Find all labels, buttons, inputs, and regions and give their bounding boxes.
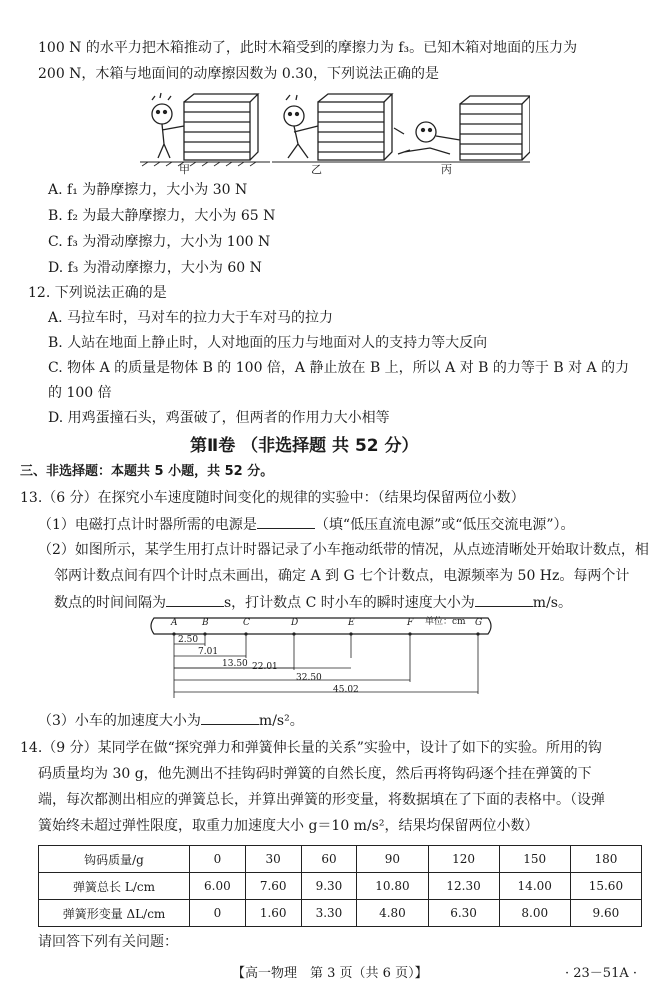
answer-blank-power-source[interactable]	[257, 514, 315, 529]
q11-option-d: D. f₃ 为滑动摩擦力，大小为 60 N	[48, 260, 262, 276]
tape-point-label: D	[291, 618, 299, 628]
figure-label-yi: 乙	[311, 163, 322, 176]
tape-point-label: C	[243, 618, 250, 628]
q11-stem-line: 100 N 的水平力把木箱推动了，此时木箱受到的摩擦力为 f₃。已知木箱对地面的压力为	[38, 40, 578, 56]
q13-part3	[38, 710, 304, 731]
table-cell: 3.30	[301, 900, 357, 927]
table-cell: 15.60	[570, 873, 641, 900]
figure-label-bing: 丙	[441, 163, 452, 176]
table-cell: 150	[499, 846, 570, 873]
tape-point-label: E	[348, 618, 355, 628]
figure-yi	[272, 94, 400, 162]
table-cell: 6.30	[428, 900, 499, 927]
tape-point-label: F	[407, 618, 414, 628]
tape-distance: 32.50	[296, 673, 322, 683]
table-row	[39, 900, 642, 927]
q12-option-b: B. 人站在地面上静止时，人对地面的压力与地面对人的支持力等大反向	[48, 335, 488, 351]
answer-blank-velocity-c[interactable]	[475, 592, 533, 607]
table-cell: 0	[190, 846, 246, 873]
table-cell: 12.30	[428, 873, 499, 900]
q12-option-d: D. 用鸡蛋撞石头，鸡蛋破了，但两者的作用力大小相等	[48, 410, 390, 426]
section-title: 第Ⅱ卷 （非选择题 共 52 分）	[190, 436, 419, 456]
q14-stem-line: 码质量均为 30 g，他先测出不挂钩码时弹簧的自然长度，然后再将钩码逐个挂在弹簧的下	[38, 766, 592, 782]
row-header: 钩码质量/g	[39, 846, 190, 873]
answer-blank-acceleration[interactable]	[201, 710, 259, 725]
table-row	[39, 873, 642, 900]
q13-part2-line: （2）如图所示，某学生用打点计时器记录了小车拖动纸带的情况，从点迹清晰处开始取计数点，相	[38, 542, 649, 558]
page-footer-center: 【高一物理 第 3 页（共 6 页）】	[232, 966, 428, 981]
table-cell: 6.00	[190, 873, 246, 900]
q12-option-c: C. 物体 A 的质量是物体 B 的 100 倍，A 静止放在 B 上，所以 A 对 B 的力等于 B 对 A 的力	[48, 360, 630, 376]
table-cell: 14.00	[499, 873, 570, 900]
paper-tape-figure	[148, 616, 498, 702]
figure-jia	[140, 93, 270, 166]
tape-point-label: B	[202, 618, 209, 628]
q13-part1-text-tail: （填“低压直流电源”或“低压交流电源”）。	[314, 517, 575, 533]
q13-part1	[38, 514, 575, 535]
q11-option-a: A. f₁ 为静摩擦力，大小为 30 N	[48, 182, 248, 198]
q14-followup: 请回答下列有关问题：	[38, 934, 178, 950]
q13-stem: 13.（6 分）在探究小车速度随时间变化的规律的实验中：（结果均保留两位小数）	[20, 490, 525, 506]
tape-distance: 45.02	[333, 685, 359, 695]
tape-distance: 7.01	[198, 647, 219, 657]
tape-distance: 2.50	[178, 635, 199, 645]
table-cell: 8.00	[499, 900, 570, 927]
answer-blank-interval[interactable]	[166, 592, 224, 607]
table-cell: 10.80	[357, 873, 428, 900]
row-header: 弹簧形变量 ΔL/cm	[39, 900, 190, 927]
tape-point-label: G	[475, 618, 483, 628]
q11-option-b: B. f₂ 为最大静摩擦力，大小为 65 N	[48, 208, 276, 224]
q12-option-c-cont: 的 100 倍	[48, 385, 112, 401]
table-cell: 120	[428, 846, 499, 873]
tape-distance: 13.50	[222, 659, 248, 669]
table-cell: 60	[301, 846, 357, 873]
figure-label-jia: 甲	[179, 163, 190, 176]
section-header: 三、非选择题：本题共 5 小题，共 52 分。	[20, 464, 274, 479]
table-row	[39, 846, 642, 873]
q13-part2-line: 邻两计数点间有四个计时点未画出，确定 A 到 G 七个计数点，电源频率为 50 Hz。每两个计	[54, 568, 630, 584]
q13-part2-unit: m/s。	[532, 595, 572, 611]
q11-stem-line: 200 N，木箱与地面间的动摩擦因数为 0.30，下列说法正确的是	[38, 66, 440, 82]
q13-part2-text: s，打计数点 C 时小车的瞬时速度大小为	[224, 595, 475, 611]
table-cell: 9.60	[570, 900, 641, 927]
table-cell: 90	[357, 846, 428, 873]
table-cell: 7.60	[245, 873, 301, 900]
table-cell: 1.60	[245, 900, 301, 927]
tape-distance: 22.01	[252, 662, 278, 672]
q13-part2-text: 数点的时间间隔为	[54, 595, 166, 611]
q12-option-a: A. 马拉车时，马对车的拉力大于车对马的拉力	[48, 310, 334, 326]
q13-part3-unit: m/s²。	[258, 713, 304, 729]
page-footer-code: · 23－51A ·	[565, 966, 638, 981]
tape-point-label: A	[171, 618, 178, 628]
table-cell: 0	[190, 900, 246, 927]
table-cell: 180	[570, 846, 641, 873]
table-cell: 9.30	[301, 873, 357, 900]
q13-part3-text: （3）小车的加速度大小为	[38, 713, 201, 729]
table-cell: 4.80	[357, 900, 428, 927]
figure-bing	[390, 96, 530, 162]
q14-stem-line: 端，每次都测出相应的弹簧总长，并算出弹簧的形变量，将数据填在了下面的表格中。（设弹	[38, 792, 605, 808]
row-header: 弹簧总长 L/cm	[39, 873, 190, 900]
q13-part1-text: （1）电磁打点计时器所需的电源是	[38, 517, 257, 533]
friction-figure	[140, 92, 530, 180]
q14-stem-line: 14.（9 分）某同学在做“探究弹力和弹簧伸长量的关系”实验中，设计了如下的实验。所用的钩	[20, 740, 602, 756]
tape-guides	[174, 634, 478, 698]
spring-data-table	[38, 845, 642, 927]
q14-stem-line: 簧始终未超过弹性限度，取重力加速度大小 g＝10 m/s²，结果均保留两位小数）	[38, 818, 539, 834]
q11-option-c: C. f₃ 为滑动摩擦力，大小为 100 N	[48, 234, 271, 250]
table-cell: 30	[245, 846, 301, 873]
q13-part2-line	[54, 592, 572, 613]
tape-unit: 单位：cm	[425, 617, 466, 627]
q12-stem: 12. 下列说法正确的是	[28, 285, 167, 301]
